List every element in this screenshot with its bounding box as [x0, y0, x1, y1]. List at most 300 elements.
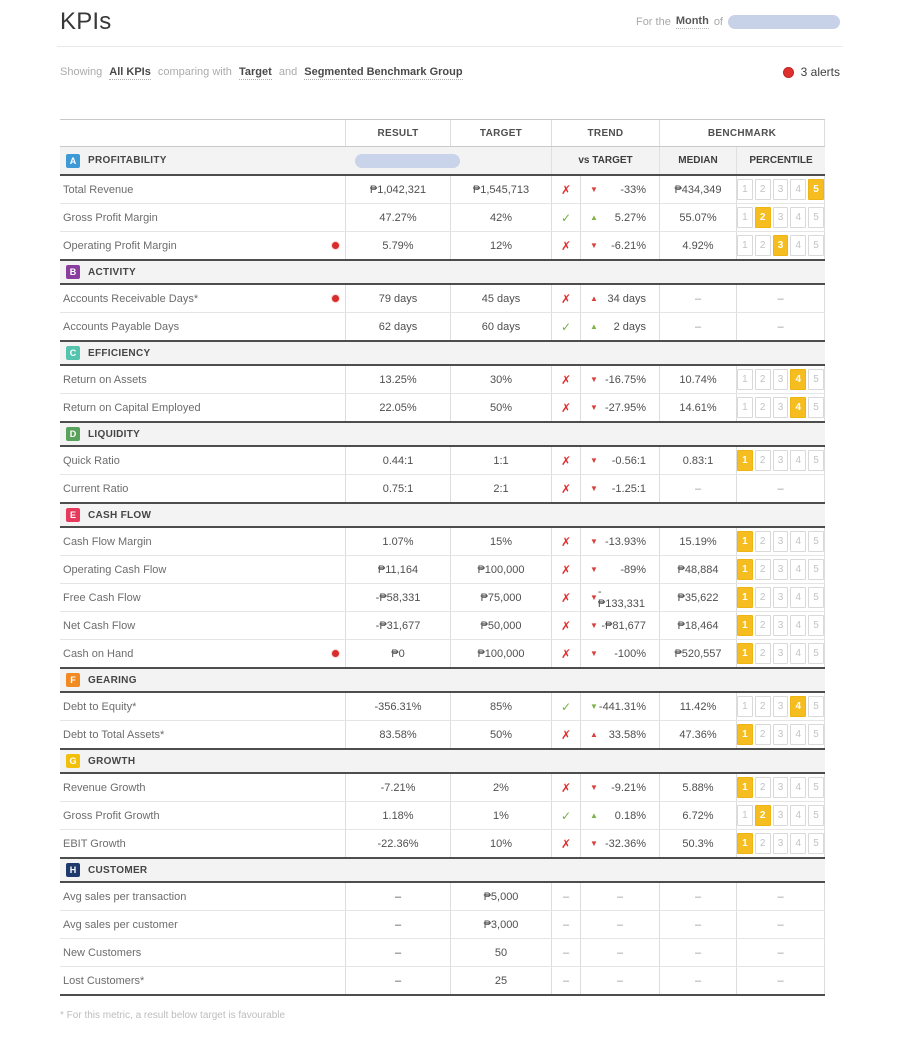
kpi-view-dropdown[interactable]: All KPIs — [109, 66, 151, 78]
percentile-box: 1 — [737, 587, 753, 608]
percentile-box: 4 — [790, 833, 806, 854]
x-icon: ✗ — [560, 618, 572, 633]
trend-cell — [580, 911, 659, 938]
metric-row[interactable] — [60, 583, 825, 611]
trend-cell — [580, 967, 659, 994]
status-cell — [551, 176, 580, 203]
table-body — [60, 147, 825, 994]
result-value: -7.21% — [345, 774, 450, 801]
metric-label: Cash on Hand — [63, 647, 134, 660]
vs-target-value: -16.75% — [605, 373, 646, 386]
percentile-box: 4 — [790, 369, 806, 390]
x-icon: ✗ — [560, 534, 572, 549]
status-cell — [551, 774, 580, 801]
percentile-box: 3 — [773, 724, 789, 745]
result-value: -₱31,677 — [345, 612, 450, 639]
trend-cell — [580, 176, 659, 203]
section-letter-badge: H — [66, 863, 80, 877]
header-median: MEDIAN — [659, 147, 736, 174]
target-value: 50% — [450, 721, 551, 748]
percentile-box: 2 — [755, 724, 771, 745]
header-target: TARGET — [450, 120, 551, 146]
percentile-box: 3 — [773, 207, 789, 228]
target-value: ₱5,000 — [450, 883, 551, 910]
percentile-empty-dash: – — [777, 946, 784, 959]
percentile-box: 5 — [808, 450, 824, 471]
status-empty-dash: – — [562, 974, 570, 987]
target-value: 45 days — [450, 285, 551, 312]
trend-cell — [580, 313, 659, 340]
metric-row[interactable] — [60, 910, 825, 938]
metric-label-cell — [60, 721, 345, 748]
metric-row[interactable] — [60, 393, 825, 421]
metric-label: Return on Capital Employed — [63, 401, 201, 414]
x-icon: ✗ — [560, 780, 572, 795]
section-label — [60, 750, 825, 772]
target-value: 25 — [450, 967, 551, 994]
target-value: 50 — [450, 939, 551, 966]
status-cell — [551, 967, 580, 994]
percentile-box: 1 — [737, 235, 753, 256]
trend-down-icon: ▼ — [590, 592, 598, 602]
metric-row[interactable] — [60, 883, 825, 910]
metric-label: Operating Profit Margin — [63, 239, 177, 252]
metric-label: Operating Cash Flow — [63, 563, 167, 576]
kpi-table — [60, 119, 825, 996]
vs-target-value: -27.95% — [605, 401, 646, 414]
percentile-scale — [736, 911, 825, 938]
status-cell — [551, 802, 580, 829]
result-value: 62 days — [345, 313, 450, 340]
status-cell — [551, 394, 580, 421]
trend-cell — [580, 584, 659, 611]
metric-row[interactable] — [60, 639, 825, 667]
percentile-box: 3 — [773, 235, 789, 256]
trend-up-icon: ▲ — [590, 729, 598, 739]
percentile-box: 1 — [737, 531, 753, 552]
alert-dot-icon — [332, 295, 339, 302]
section-header-row — [60, 857, 825, 883]
result-value: 13.25% — [345, 366, 450, 393]
result-value: 47.27% — [345, 204, 450, 231]
metric-label-cell — [60, 528, 345, 555]
percentile-box: 2 — [755, 207, 771, 228]
section-letter-badge: E — [66, 508, 80, 522]
metric-row[interactable] — [60, 474, 825, 502]
metric-label-cell — [60, 939, 345, 966]
percentile-scale — [736, 883, 825, 910]
section-letter-badge: C — [66, 346, 80, 360]
section-label — [60, 669, 825, 691]
median-value: 10.74% — [659, 366, 736, 393]
median-value: – — [659, 939, 736, 966]
metric-label: Current Ratio — [63, 482, 129, 495]
x-icon: ✗ — [560, 562, 572, 577]
trend-up-icon: ▲ — [590, 293, 598, 303]
metric-row[interactable] — [60, 720, 825, 748]
status-empty-dash: – — [562, 918, 570, 931]
status-cell — [551, 693, 580, 720]
section-label — [60, 147, 345, 174]
vs-target-value: -9.21% — [611, 781, 646, 794]
trend-down-icon: ▼ — [590, 701, 598, 711]
section-name: CASH FLOW — [88, 509, 152, 521]
target-value: 12% — [450, 232, 551, 259]
header-vs-target: vs TARGET — [551, 147, 659, 174]
vs-target-value: 34 days — [607, 292, 646, 305]
result-value: 0.75:1 — [345, 475, 450, 502]
percentile-box: 4 — [790, 643, 806, 664]
x-icon: ✗ — [560, 238, 572, 253]
percentile-box: 3 — [773, 531, 789, 552]
alert-dot-icon — [332, 650, 339, 657]
percentile-box: 3 — [773, 369, 789, 390]
percentile-box: 5 — [808, 369, 824, 390]
target-value: 15% — [450, 528, 551, 555]
section-label — [60, 261, 825, 283]
trend-down-icon: ▼ — [590, 648, 598, 658]
vs-target-value: 5.27% — [614, 211, 646, 224]
percentile-scale — [736, 556, 825, 583]
percentile-scale — [736, 584, 825, 611]
metric-label: Debt to Equity* — [63, 700, 137, 713]
vs-target-value: -1.25:1 — [611, 482, 646, 495]
check-icon: ✓ — [560, 210, 572, 225]
header-percentile: PERCENTILE — [736, 147, 825, 174]
result-value: 22.05% — [345, 394, 450, 421]
alerts-count-label: 3 alerts — [800, 65, 840, 79]
section-label — [60, 423, 825, 445]
status-cell — [551, 556, 580, 583]
metric-label: Accounts Receivable Days* — [63, 292, 199, 305]
x-icon: ✗ — [560, 590, 572, 605]
percentile-box: 3 — [773, 805, 789, 826]
status-cell — [551, 721, 580, 748]
percentile-box: 2 — [755, 559, 771, 580]
alert-dot-icon — [783, 67, 794, 78]
percentile-empty-dash: – — [777, 890, 784, 903]
period-unit-dropdown[interactable]: Month — [675, 15, 709, 27]
percentile-box: 3 — [773, 397, 789, 418]
percentile-box: 4 — [790, 179, 806, 200]
metric-row[interactable] — [60, 285, 825, 312]
metric-row[interactable] — [60, 611, 825, 639]
vs-target-empty-dash: – — [616, 946, 624, 959]
percentile-box: 5 — [808, 587, 824, 608]
x-icon: ✗ — [560, 836, 572, 851]
trend-down-icon: ▼ — [590, 564, 598, 574]
percentile-box: 2 — [755, 235, 771, 256]
metric-label: Total Revenue — [63, 183, 134, 196]
median-value: – — [659, 475, 736, 502]
percentile-box: 1 — [737, 833, 753, 854]
percentile-box: 1 — [737, 777, 753, 798]
table-header-row — [60, 119, 825, 147]
percentile-box: 5 — [808, 777, 824, 798]
vs-target-value: 2 days — [613, 320, 646, 333]
percentile-scale — [736, 612, 825, 639]
section-name: ACTIVITY — [88, 266, 136, 278]
section-name: GEARING — [88, 674, 137, 686]
percentile-box: 1 — [737, 643, 753, 664]
metric-label-cell — [60, 313, 345, 340]
header-result: RESULT — [345, 120, 450, 146]
metric-label: Cash Flow Margin — [63, 535, 152, 548]
percentile-empty-dash: – — [777, 482, 784, 495]
percentile-box: 4 — [790, 235, 806, 256]
metric-label-cell — [60, 911, 345, 938]
metric-row[interactable] — [60, 176, 825, 203]
median-value: 15.19% — [659, 528, 736, 555]
trend-cell — [580, 830, 659, 857]
metric-row[interactable] — [60, 555, 825, 583]
percentile-box: 2 — [755, 615, 771, 636]
period-prefix-label: For the — [635, 16, 671, 28]
metric-row[interactable] — [60, 366, 825, 393]
target-value: ₱100,000 — [450, 556, 551, 583]
metric-label: Lost Customers* — [63, 974, 145, 987]
result-value: – — [345, 967, 450, 994]
metric-label: Gross Profit Margin — [63, 211, 158, 224]
target-value: 1% — [450, 802, 551, 829]
metric-row[interactable] — [60, 203, 825, 231]
result-value: – — [345, 939, 450, 966]
page-title: KPIs — [60, 8, 112, 35]
percentile-box: 3 — [773, 615, 789, 636]
trend-cell — [580, 612, 659, 639]
period-value-redacted[interactable] — [728, 15, 840, 29]
trend-cell — [580, 774, 659, 801]
percentile-scale — [736, 394, 825, 421]
percentile-box: 4 — [790, 724, 806, 745]
alerts-indicator[interactable] — [783, 65, 840, 79]
percentile-box: 1 — [737, 805, 753, 826]
vs-target-value: -89% — [620, 563, 646, 576]
median-value: 11.42% — [659, 693, 736, 720]
section-letter-badge: D — [66, 427, 80, 441]
percentile-box: 2 — [755, 643, 771, 664]
percentile-box: 2 — [755, 179, 771, 200]
percentile-box: 2 — [755, 587, 771, 608]
section-name: EFFICIENCY — [88, 347, 151, 359]
trend-down-icon: ▼ — [590, 240, 598, 250]
status-cell — [551, 640, 580, 667]
vs-target-value: -6.21% — [611, 239, 646, 252]
section-label — [60, 342, 825, 364]
percentile-scale — [736, 204, 825, 231]
percentile-scale — [736, 366, 825, 393]
result-value: -22.36% — [345, 830, 450, 857]
metric-label: Quick Ratio — [63, 454, 120, 467]
trend-cell — [580, 883, 659, 910]
median-value: ₱434,349 — [659, 176, 736, 203]
median-value: – — [659, 313, 736, 340]
status-cell — [551, 285, 580, 312]
median-value: – — [659, 883, 736, 910]
metric-row[interactable] — [60, 774, 825, 801]
median-value: 5.88% — [659, 774, 736, 801]
target-value: ₱50,000 — [450, 612, 551, 639]
benchmark-group-dropdown[interactable]: Segmented Benchmark Group — [304, 66, 463, 78]
target-value: 2% — [450, 774, 551, 801]
trend-cell — [580, 232, 659, 259]
metric-label-cell — [60, 774, 345, 801]
percentile-box: 1 — [737, 369, 753, 390]
vs-target-value: -₱81,677 — [601, 619, 646, 632]
percentile-box: 5 — [808, 643, 824, 664]
vs-target-empty-dash: – — [616, 974, 624, 987]
vs-target-value: -13.93% — [605, 535, 646, 548]
redacted-entity-cell — [345, 147, 551, 174]
target-value: 42% — [450, 204, 551, 231]
median-value: 4.92% — [659, 232, 736, 259]
metric-label-cell — [60, 475, 345, 502]
metric-label-cell — [60, 584, 345, 611]
percentile-box: 5 — [808, 207, 824, 228]
section-name: CUSTOMER — [88, 864, 148, 876]
percentile-box: 4 — [790, 696, 806, 717]
metric-row[interactable] — [60, 938, 825, 966]
percentile-box: 1 — [737, 397, 753, 418]
trend-cell — [580, 366, 659, 393]
metric-label: Avg sales per transaction — [63, 890, 187, 903]
vs-target-value: -32.36% — [605, 837, 646, 850]
metric-label-cell — [60, 556, 345, 583]
metric-row[interactable] — [60, 693, 825, 720]
target-value: ₱1,545,713 — [450, 176, 551, 203]
percentile-box: 5 — [808, 397, 824, 418]
status-cell — [551, 830, 580, 857]
percentile-scale — [736, 802, 825, 829]
trend-cell — [580, 528, 659, 555]
trend-down-icon: ▼ — [590, 184, 598, 194]
metric-row[interactable] — [60, 312, 825, 340]
section-letter-badge: A — [66, 154, 80, 168]
trend-cell — [580, 447, 659, 474]
percentile-box: 5 — [808, 559, 824, 580]
trend-cell — [580, 204, 659, 231]
percentile-box: 2 — [755, 531, 771, 552]
percentile-box: 4 — [790, 805, 806, 826]
percentile-box: 4 — [790, 559, 806, 580]
percentile-box: 1 — [737, 615, 753, 636]
metric-row[interactable] — [60, 966, 825, 994]
result-value: 83.58% — [345, 721, 450, 748]
percentile-scale — [736, 693, 825, 720]
section-header-row — [60, 667, 825, 693]
percentile-box: 5 — [808, 615, 824, 636]
metric-label-cell — [60, 830, 345, 857]
filter-sentence — [60, 66, 467, 78]
status-cell — [551, 204, 580, 231]
percentile-scale — [736, 285, 825, 312]
percentile-box: 2 — [755, 397, 771, 418]
median-value: – — [659, 967, 736, 994]
trend-down-icon: ▼ — [590, 374, 598, 384]
result-value: -356.31% — [345, 693, 450, 720]
trend-down-icon: ▼ — [590, 536, 598, 546]
target-value: ₱3,000 — [450, 911, 551, 938]
percentile-scale — [736, 176, 825, 203]
section-header-row — [60, 259, 825, 285]
x-icon: ✗ — [560, 646, 572, 661]
result-value: 0.44:1 — [345, 447, 450, 474]
trend-up-icon: ▲ — [590, 321, 598, 331]
vs-target-value: 0.18% — [614, 809, 646, 822]
vs-target-empty-dash: – — [616, 890, 624, 903]
percentile-box: 3 — [773, 696, 789, 717]
percentile-box: 1 — [737, 724, 753, 745]
trend-cell — [580, 939, 659, 966]
percentile-box: 5 — [808, 179, 824, 200]
trend-cell — [580, 693, 659, 720]
metric-label-cell — [60, 204, 345, 231]
status-cell — [551, 528, 580, 555]
percentile-box: 2 — [755, 369, 771, 390]
metric-label-cell — [60, 176, 345, 203]
x-icon: ✗ — [560, 453, 572, 468]
percentile-box: 4 — [790, 450, 806, 471]
median-value: 55.07% — [659, 204, 736, 231]
target-value: 60 days — [450, 313, 551, 340]
metric-label: Gross Profit Growth — [63, 809, 160, 822]
vs-target-value: 33.58% — [608, 728, 646, 741]
x-icon: ✗ — [560, 291, 572, 306]
percentile-scale — [736, 967, 825, 994]
metric-label-cell — [60, 883, 345, 910]
comparison-target-dropdown[interactable]: Target — [238, 66, 272, 78]
percentile-box: 1 — [737, 179, 753, 200]
percentile-scale — [736, 232, 825, 259]
status-cell — [551, 883, 580, 910]
metric-row[interactable] — [60, 447, 825, 474]
metric-row[interactable] — [60, 801, 825, 829]
median-value: 47.36% — [659, 721, 736, 748]
result-value: -₱58,331 — [345, 584, 450, 611]
metric-label: EBIT Growth — [63, 837, 126, 850]
percentile-box: 3 — [773, 179, 789, 200]
section-header-row — [60, 421, 825, 447]
status-cell — [551, 939, 580, 966]
percentile-box: 3 — [773, 777, 789, 798]
vs-target-value: -33% — [620, 183, 646, 196]
trend-cell — [580, 285, 659, 312]
percentile-box: 3 — [773, 587, 789, 608]
result-value: – — [345, 883, 450, 910]
percentile-scale — [736, 313, 825, 340]
metric-row[interactable] — [60, 231, 825, 259]
section-header-row — [60, 340, 825, 366]
showing-label: Showing — [60, 66, 103, 78]
period-selector — [636, 15, 840, 29]
status-empty-dash: – — [562, 890, 570, 903]
metric-label-cell — [60, 285, 345, 312]
trend-cell — [580, 640, 659, 667]
section-letter-badge: B — [66, 265, 80, 279]
metric-row[interactable] — [60, 528, 825, 555]
metric-label: Net Cash Flow — [63, 619, 136, 632]
status-cell — [551, 612, 580, 639]
result-value: 79 days — [345, 285, 450, 312]
section-name: LIQUIDITY — [88, 428, 141, 440]
median-value: ₱18,464 — [659, 612, 736, 639]
result-value: ₱0 — [345, 640, 450, 667]
metric-row[interactable] — [60, 829, 825, 857]
target-value: 1:1 — [450, 447, 551, 474]
status-cell — [551, 911, 580, 938]
result-value: 5.79% — [345, 232, 450, 259]
footnote: * For this metric, a result below target is favourable — [60, 1010, 286, 1021]
